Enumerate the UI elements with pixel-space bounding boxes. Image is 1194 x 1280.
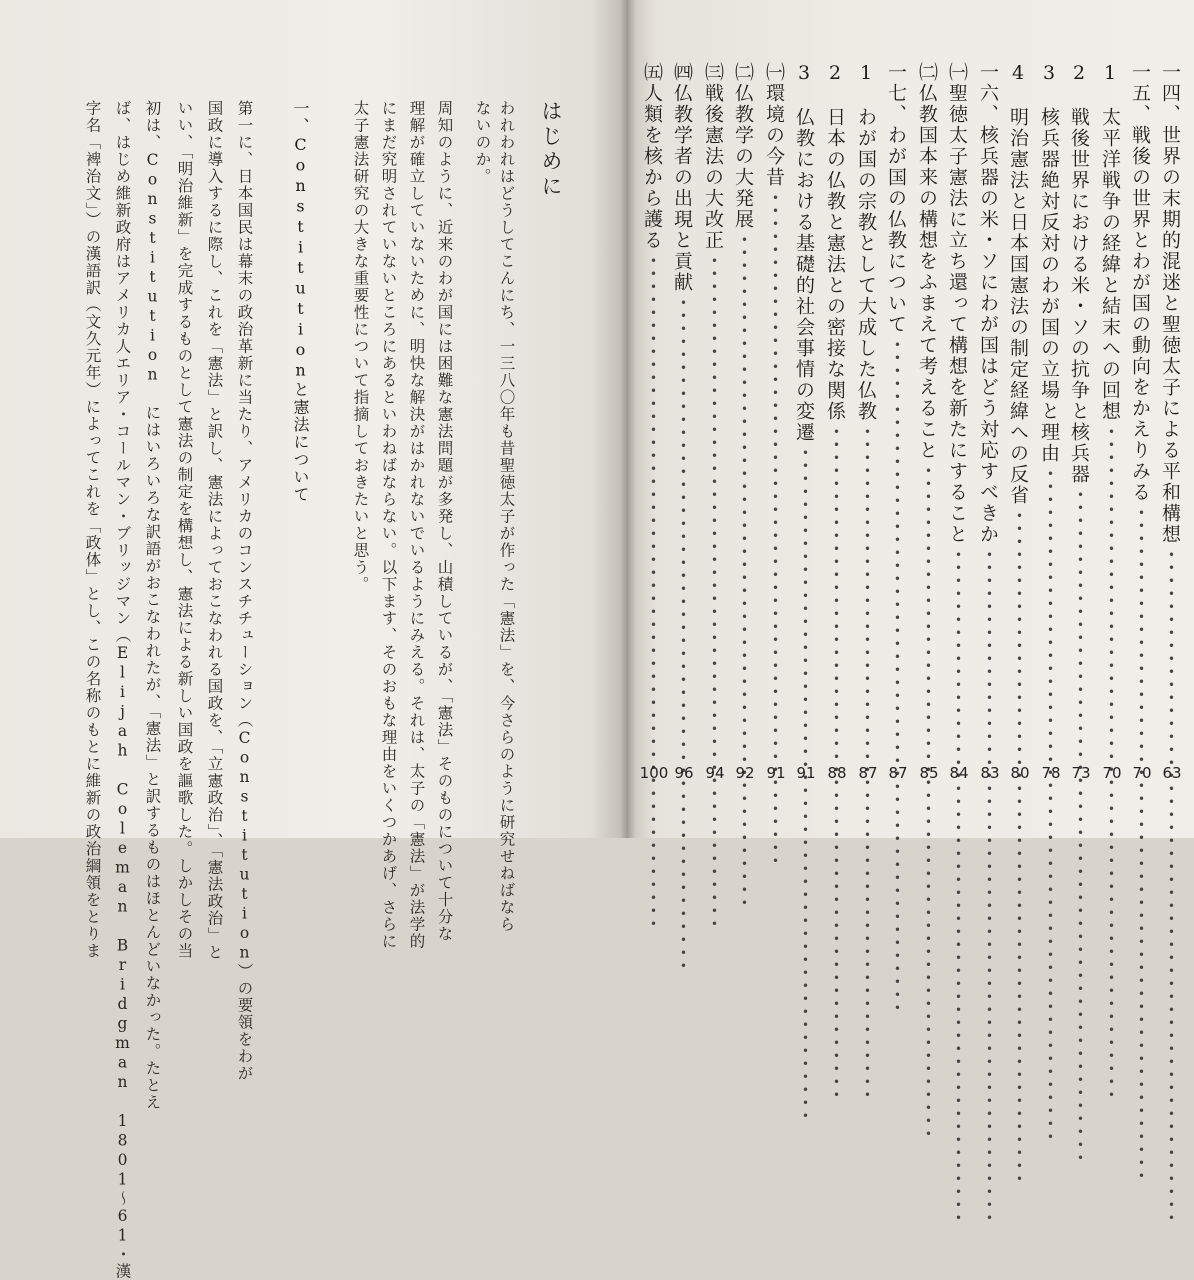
toc-entry[interactable] bbox=[825, 62, 849, 782]
toc-entry[interactable] bbox=[703, 62, 727, 782]
body-line-4: 初は、Constitution にはいろいろな訳語がおこなわれたが、「憲法」と訳するものはほとんどいなかった。たとえ bbox=[143, 100, 162, 1111]
right-page bbox=[628, 0, 1194, 838]
toc-entry-page: 91 bbox=[796, 764, 816, 782]
toc-entry[interactable] bbox=[639, 62, 669, 782]
toc-entry-page: 100 bbox=[639, 764, 669, 782]
toc-entry[interactable] bbox=[917, 62, 941, 782]
toc-entry-page: 70 bbox=[1102, 764, 1122, 782]
toc-entry-page: 87 bbox=[858, 764, 878, 782]
toc-entry[interactable] bbox=[1160, 62, 1184, 782]
toc-entry-page: 80 bbox=[1010, 764, 1030, 782]
toc-entry-page: 83 bbox=[980, 764, 1000, 782]
toc-entry-label: 4 明治憲法と日本国憲法の制定経緯への反省 ・・・・・・・・・・・・・・・・・・・・・・・・・・・・・・・・・・・・・・・・・・・・・・・・・・・・ bbox=[1008, 62, 1027, 750]
toc-entry[interactable] bbox=[978, 62, 1002, 782]
intro-line-3: 周知のように、近来のわが国には困難な憲法問題が多発し、山積しているが、「憲法」そのものについて十分な bbox=[435, 100, 454, 943]
toc-entry-page: 63 bbox=[1162, 764, 1182, 782]
toc-entry-page: 84 bbox=[949, 764, 969, 782]
toc-entry-page: 91 bbox=[766, 764, 786, 782]
toc-entry-page: 88 bbox=[827, 764, 847, 782]
toc-entry-page: 73 bbox=[1071, 764, 1091, 782]
intro-line-6: 太子憲法研究の大きな重要性について指摘しておきたいと思う。 bbox=[351, 100, 370, 593]
toc-entry[interactable] bbox=[672, 62, 696, 782]
toc-entry[interactable] bbox=[947, 62, 971, 782]
toc-entry[interactable] bbox=[764, 62, 788, 782]
toc-entry-page: 85 bbox=[919, 764, 939, 782]
toc-entry-page: 92 bbox=[735, 764, 755, 782]
toc-entry-label: 3 仏教における基礎的社会事情の変遷 ・・・・・・・・・・・・・・・・・・・・・・・・・・・・・・・・・・・・・・・・・・・・・・・・・・・・ bbox=[794, 62, 813, 750]
toc-entry-page: 70 bbox=[1132, 764, 1152, 782]
toc-entry-label: ㈠環境の今昔 ・・・・・・・・・・・・・・・・・・・・・・・・・・・・・・・・・・・・・・・・・・・・・・・・・・・・ bbox=[764, 62, 783, 750]
toc-entry-page: 87 bbox=[888, 764, 908, 782]
toc-entry[interactable] bbox=[1130, 62, 1154, 782]
body-line-5: ば、はじめ維新政府はアメリカ人エリア・コールマン・ブリッジマン（Elijah Coleman Bridgman 1801〜61・漢 bbox=[113, 100, 132, 1280]
toc-entry-page: 96 bbox=[674, 764, 694, 782]
toc-entry[interactable] bbox=[794, 62, 818, 782]
toc-entry[interactable] bbox=[733, 62, 757, 782]
intro-line-5: にまだ究明されていないところにあるといわねばならない。以下ます、そのおもな理由をいくつかあげ、さらに bbox=[379, 100, 398, 950]
toc-entry[interactable] bbox=[1008, 62, 1032, 782]
body-line-2: 国政に導入するに際し、これを「憲法」と訳し、憲法によっておこなわれる国政を、「立憲政治」、「憲法政治」と bbox=[205, 100, 224, 961]
toc-entry-label: 1 わが国の宗教として大成した仏教 ・・・・・・・・・・・・・・・・・・・・・・・・・・・・・・・・・・・・・・・・・・・・・・・・・・・・ bbox=[856, 62, 875, 750]
subsection-title: 一、Constitutionと憲法について bbox=[291, 100, 310, 504]
toc-entry-label: ㈠聖徳太子憲法に立ち還って構想を新たにすること ・・・・・・・・・・・・・・・・・・・・・・・・・・・・・・・・・・・・・・・・・・・・・・・・・・・・ bbox=[947, 62, 966, 750]
intro-line-1: われわれはどうしてこんにち、一三八〇年も昔聖徳太子が作った「憲法」を、今さらのように研究せねばなら bbox=[497, 100, 516, 933]
toc-entry-label: 一五、戦後の世界とわが国の動向をかえりみる ・・・・・・・・・・・・・・・・・・・・・・・・・・・・・・・・・・・・・・・・・・・・・・・・・・・・ bbox=[1130, 62, 1149, 750]
toc-entry-label: ㈡仏教国本来の構想をふまえて考えること ・・・・・・・・・・・・・・・・・・・・・・・・・・・・・・・・・・・・・・・・・・・・・・・・・・・・ bbox=[917, 62, 936, 750]
body-line-3: いい、「明治維新」を完成するものとして憲法の制定を構想し、憲法による新しい国政を謳歌した。しかしその当 bbox=[175, 100, 194, 960]
toc-entry-label: 1 太平洋戦争の経緯と結末への回想 ・・・・・・・・・・・・・・・・・・・・・・・・・・・・・・・・・・・・・・・・・・・・・・・・・・・・ bbox=[1100, 62, 1119, 750]
toc-entry-label: ㈢戦後憲法の大改正 ・・・・・・・・・・・・・・・・・・・・・・・・・・・・・・・・・・・・・・・・・・・・・・・・・・・・ bbox=[703, 62, 722, 750]
toc-entry-label: 一七、わが国の仏教について ・・・・・・・・・・・・・・・・・・・・・・・・・・・・・・・・・・・・・・・・・・・・・・・・・・・・ bbox=[886, 62, 905, 750]
toc-entry-label: ㈤人類を核から護る ・・・・・・・・・・・・・・・・・・・・・・・・・・・・・・・・・・・・・・・・・・・・・・・・・・・・ bbox=[642, 62, 661, 750]
toc-entry-label: 一六、核兵器の米・ソにわが国はどう対応すべきか ・・・・・・・・・・・・・・・・・・・・・・・・・・・・・・・・・・・・・・・・・・・・・・・・・・・・ bbox=[978, 62, 997, 750]
body-line-1: 第一に、日本国民は幕末の政治革新に当たり、アメリカのコンスチチューション（Constitution）の要領をわが bbox=[235, 100, 254, 1082]
toc-entry[interactable] bbox=[1039, 62, 1063, 782]
book-gutter bbox=[620, 0, 636, 838]
toc-entry-label: ㈣仏教学者の出現と貢献 ・・・・・・・・・・・・・・・・・・・・・・・・・・・・・・・・・・・・・・・・・・・・・・・・・・・・ bbox=[672, 62, 691, 750]
toc-entry-page: 78 bbox=[1041, 764, 1061, 782]
intro-line-2: ないのか。 bbox=[473, 100, 492, 185]
toc-entry[interactable] bbox=[1069, 62, 1093, 782]
toc-entry-label: ㈡仏教学の大発展 ・・・・・・・・・・・・・・・・・・・・・・・・・・・・・・・・・・・・・・・・・・・・・・・・・・・・ bbox=[733, 62, 752, 750]
body-line-6: 字名「裨治文」）の漢語訳（文久元年）によってこれを「政体」とし、この名称のもとに維新の政治綱領をとりま bbox=[83, 100, 102, 960]
toc-entry-label: 3 核兵器絶対反対のわが国の立場と理由 ・・・・・・・・・・・・・・・・・・・・・・・・・・・・・・・・・・・・・・・・・・・・・・・・・・・・ bbox=[1039, 62, 1058, 750]
toc-entry[interactable] bbox=[886, 62, 910, 782]
toc-entry-label: 一四、世界の末期的混迷と聖徳太子による平和構想 ・・・・・・・・・・・・・・・・・・・・・・・・・・・・・・・・・・・・・・・・・・・・・・・・・・・・ bbox=[1160, 62, 1179, 750]
intro-line-4: 理解が確立していないために、明快な解決がはかれないでいるようにみえる。それは、太子の「憲法」が法学的 bbox=[407, 100, 426, 950]
toc-entry-label: 2 日本の仏教と憲法との密接な関係 ・・・・・・・・・・・・・・・・・・・・・・・・・・・・・・・・・・・・・・・・・・・・・・・・・・・・ bbox=[825, 62, 844, 750]
section-title: はじめに bbox=[539, 100, 563, 200]
toc-entry[interactable] bbox=[1100, 62, 1124, 782]
toc-entry-page: 94 bbox=[705, 764, 725, 782]
toc-entry[interactable] bbox=[856, 62, 880, 782]
toc-entry-label: 2 戦後世界における米・ソの抗争と核兵器 ・・・・・・・・・・・・・・・・・・・・・・・・・・・・・・・・・・・・・・・・・・・・・・・・・・・・ bbox=[1069, 62, 1088, 750]
